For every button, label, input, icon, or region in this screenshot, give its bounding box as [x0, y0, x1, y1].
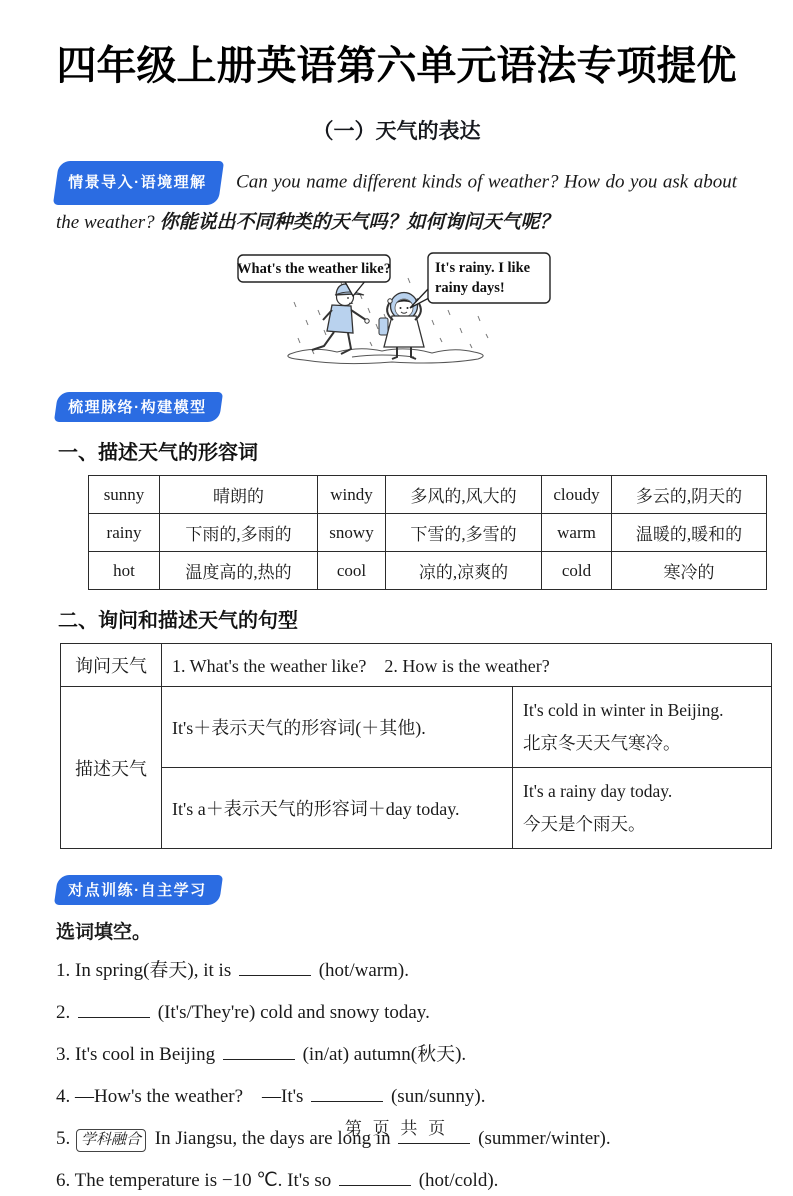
table-row [61, 644, 772, 687]
speech-bubble-left [237, 255, 391, 296]
adj-en: snowy [318, 514, 386, 552]
answer-blank[interactable] [311, 1086, 383, 1102]
adj-en: sunny [89, 476, 160, 514]
question-4 [56, 1082, 737, 1112]
question-post: (hot/warm). [318, 960, 409, 981]
adj-en: cloudy [542, 476, 612, 514]
intro-paragraph [56, 161, 737, 240]
question-post: (It's/They're) cold and snowy today. [157, 1002, 430, 1023]
question-post: (hot/cold). [418, 1170, 499, 1191]
puddle [287, 349, 482, 364]
example-en: It's a rainy day today. [523, 781, 673, 801]
adj-en: rainy [89, 514, 160, 552]
question-6 [56, 1166, 737, 1196]
question-number: 6. [56, 1170, 71, 1191]
question-pre: In Jiangsu, the days are long in [154, 1128, 391, 1149]
speech-bubble-right [410, 253, 550, 308]
question-pre: —How's the weather? —It's [75, 1086, 304, 1107]
adj-zh: 温暖的,暖和的 [612, 514, 767, 552]
example-cell [513, 768, 772, 849]
weather-cartoon [232, 250, 562, 372]
answer-blank[interactable] [78, 1002, 150, 1018]
practice-instruction: 选词填空。 [56, 922, 152, 943]
adj-zh: 多风的,风大的 [386, 476, 542, 514]
question-post: (summer/winter). [478, 1128, 611, 1149]
practice-badge-label: 对点训练·自主学习 [68, 882, 207, 899]
worksheet-page [0, 34, 793, 1191]
bubble-left-text: What's the weather like? [236, 261, 391, 277]
intro-text-en: Can you name different kinds of weather? How do you ask about the weather? [56, 171, 738, 233]
question-post: (in/at) autumn(秋天). [302, 1044, 467, 1065]
question-post: (sun/sunny). [390, 1086, 486, 1107]
question-2 [56, 998, 737, 1028]
answer-blank[interactable] [223, 1044, 295, 1060]
question-number: 4. [56, 1086, 71, 1107]
example-zh: 今天是个雨天。 [523, 814, 646, 834]
question-number: 2. [56, 1002, 71, 1023]
adj-zh: 寒冷的 [612, 552, 767, 590]
describe-label: 描述天气 [61, 687, 162, 849]
pattern-cell: It's a＋表示天气的形容词＋day today. [162, 768, 513, 849]
bubble-right-line1: It's rainy. I like [434, 260, 530, 276]
page-subtitle: （一）天气的表达 [312, 120, 481, 143]
ask-content: 1. What's the weather like? 2. How is the weather? [162, 644, 772, 687]
bubble-right-line2: rainy days! [434, 280, 505, 296]
adj-en: windy [318, 476, 386, 514]
question-3 [56, 1040, 737, 1070]
question-pre: In spring(春天), it is [75, 960, 232, 981]
page-title: 四年级上册英语第六单元语法专项提优 [56, 44, 737, 88]
question-pre: It's cool in Beijing [75, 1044, 216, 1065]
intro-text-zh: 你能说出不同种类的天气吗？如何询问天气呢？ [159, 212, 559, 233]
adj-zh: 多云的,阴天的 [612, 476, 767, 514]
heading-adjectives: 一、描述天气的形容词 [58, 442, 258, 464]
practice-badge [54, 875, 223, 905]
heading-sentences: 二、询问和描述天气的句型 [58, 610, 298, 632]
question-number: 3. [56, 1044, 71, 1065]
sentences-table [60, 643, 772, 849]
adj-en: cool [318, 552, 386, 590]
page-footer: 第 页 共 页 [344, 1119, 449, 1138]
table-row [89, 476, 767, 514]
boy-figure [312, 284, 369, 354]
adj-en: cold [542, 552, 612, 590]
cartoon-illustration [232, 250, 562, 372]
model-badge [54, 392, 223, 422]
model-badge-label: 梳理脉络·构建模型 [68, 399, 207, 416]
answer-blank[interactable] [339, 1170, 411, 1186]
adj-zh: 温度高的,热的 [160, 552, 318, 590]
pattern-cell: It's＋表示天气的形容词(＋其他). [162, 687, 513, 768]
adjectives-table [88, 475, 767, 590]
answer-blank[interactable] [239, 960, 311, 976]
table-row [61, 768, 772, 849]
intro-badge-label: 情景导入·语境理解 [68, 174, 207, 191]
question-number: 5. [56, 1128, 71, 1149]
question-list [56, 956, 737, 1196]
adj-zh: 凉的,凉爽的 [386, 552, 542, 590]
question-number: 1. [56, 960, 71, 981]
example-zh: 北京冬天天气寒冷。 [523, 733, 681, 753]
example-en: It's cold in winter in Beijing. [523, 700, 724, 720]
subject-integration-tag: 学科融合 [76, 1129, 146, 1152]
example-cell [513, 687, 772, 768]
question-pre: The temperature is −10 ℃. It's so [74, 1170, 332, 1191]
adj-zh: 晴朗的 [160, 476, 318, 514]
adj-en: warm [542, 514, 612, 552]
intro-badge [53, 161, 224, 205]
adj-zh: 下雨的,多雨的 [160, 514, 318, 552]
table-row [89, 552, 767, 590]
question-1 [56, 956, 737, 986]
adj-en: hot [89, 552, 160, 590]
table-row [61, 687, 772, 768]
table-row [89, 514, 767, 552]
ask-label: 询问天气 [61, 644, 162, 687]
adj-zh: 下雪的,多雪的 [386, 514, 542, 552]
